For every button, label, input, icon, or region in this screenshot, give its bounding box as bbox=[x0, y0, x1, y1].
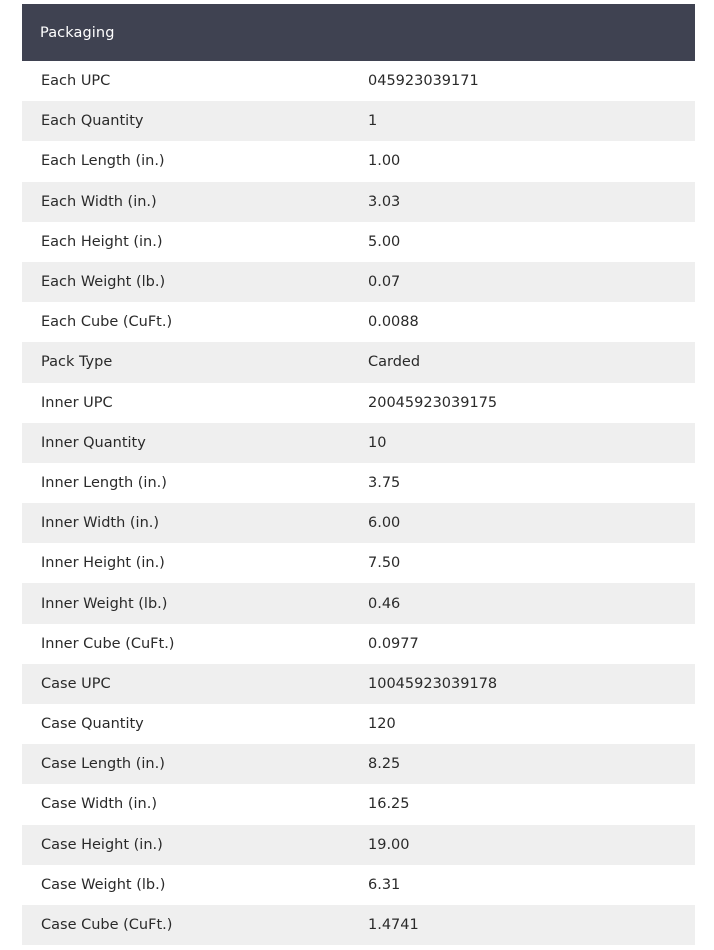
table-row bbox=[22, 101, 695, 141]
row-value: 1.4741 bbox=[368, 917, 419, 934]
table-row bbox=[22, 302, 695, 342]
row-value: 045923039171 bbox=[368, 73, 479, 90]
row-value: 120 bbox=[368, 716, 396, 733]
row-label: Case Length (in.) bbox=[41, 756, 165, 773]
row-value: 20045923039175 bbox=[368, 394, 498, 411]
table-row bbox=[22, 744, 695, 784]
table-row bbox=[22, 784, 695, 824]
row-value: 5.00 bbox=[368, 233, 401, 250]
row-label: Case Quantity bbox=[41, 716, 144, 733]
row-value: 6.31 bbox=[368, 876, 401, 893]
row-label: Case Weight (lb.) bbox=[41, 876, 166, 893]
row-value: 0.07 bbox=[368, 274, 401, 291]
row-value: 0.0088 bbox=[368, 314, 419, 331]
row-value: Carded bbox=[368, 354, 421, 371]
table-row bbox=[22, 141, 695, 181]
table-row bbox=[22, 905, 695, 945]
row-label: Each Length (in.) bbox=[41, 153, 165, 170]
row-value: 16.25 bbox=[368, 796, 410, 813]
row-label: Inner Weight (lb.) bbox=[41, 595, 168, 612]
row-label: Inner UPC bbox=[41, 394, 113, 411]
row-label: Inner Cube (CuFt.) bbox=[41, 635, 175, 652]
table-row bbox=[22, 543, 695, 583]
table-row bbox=[22, 583, 695, 623]
row-label: Inner Length (in.) bbox=[41, 474, 167, 491]
row-value: 19.00 bbox=[368, 836, 410, 853]
row-value: 3.75 bbox=[368, 474, 401, 491]
row-value: 0.0977 bbox=[368, 635, 419, 652]
table-row bbox=[22, 423, 695, 463]
row-label: Each Weight (lb.) bbox=[41, 274, 166, 291]
table-header bbox=[22, 4, 695, 61]
table-row bbox=[22, 865, 695, 905]
row-label: Each Height (in.) bbox=[41, 233, 163, 250]
table-body bbox=[22, 61, 695, 945]
row-value: 3.03 bbox=[368, 193, 401, 210]
table-row bbox=[22, 262, 695, 302]
table-row bbox=[22, 61, 695, 101]
table-row bbox=[22, 704, 695, 744]
row-label: Case Width (in.) bbox=[41, 796, 157, 813]
row-label: Each UPC bbox=[41, 73, 111, 90]
row-label: Inner Height (in.) bbox=[41, 555, 165, 572]
table-row bbox=[22, 182, 695, 222]
row-value: 0.46 bbox=[368, 595, 401, 612]
row-label: Inner Quantity bbox=[41, 434, 146, 451]
row-label: Each Width (in.) bbox=[41, 193, 157, 210]
row-value: 8.25 bbox=[368, 756, 401, 773]
row-label: Pack Type bbox=[41, 354, 113, 371]
table-title: Packaging bbox=[40, 24, 115, 41]
row-value: 6.00 bbox=[368, 515, 401, 532]
table-row bbox=[22, 503, 695, 543]
table-row bbox=[22, 342, 695, 382]
row-label: Each Quantity bbox=[41, 113, 144, 130]
row-value: 10 bbox=[368, 434, 387, 451]
row-value: 7.50 bbox=[368, 555, 401, 572]
row-label: Case Cube (CuFt.) bbox=[41, 917, 173, 934]
row-label: Case UPC bbox=[41, 675, 111, 692]
table-row bbox=[22, 383, 695, 423]
row-value: 1 bbox=[368, 113, 378, 130]
table-row bbox=[22, 664, 695, 704]
table-row bbox=[22, 825, 695, 865]
row-label: Each Cube (CuFt.) bbox=[41, 314, 173, 331]
row-value: 10045923039178 bbox=[368, 675, 498, 692]
row-label: Inner Width (in.) bbox=[41, 515, 160, 532]
row-label: Case Height (in.) bbox=[41, 836, 163, 853]
table-row bbox=[22, 624, 695, 664]
table-row bbox=[22, 463, 695, 503]
packaging-table bbox=[22, 4, 695, 945]
table-row bbox=[22, 222, 695, 262]
row-value: 1.00 bbox=[368, 153, 401, 170]
